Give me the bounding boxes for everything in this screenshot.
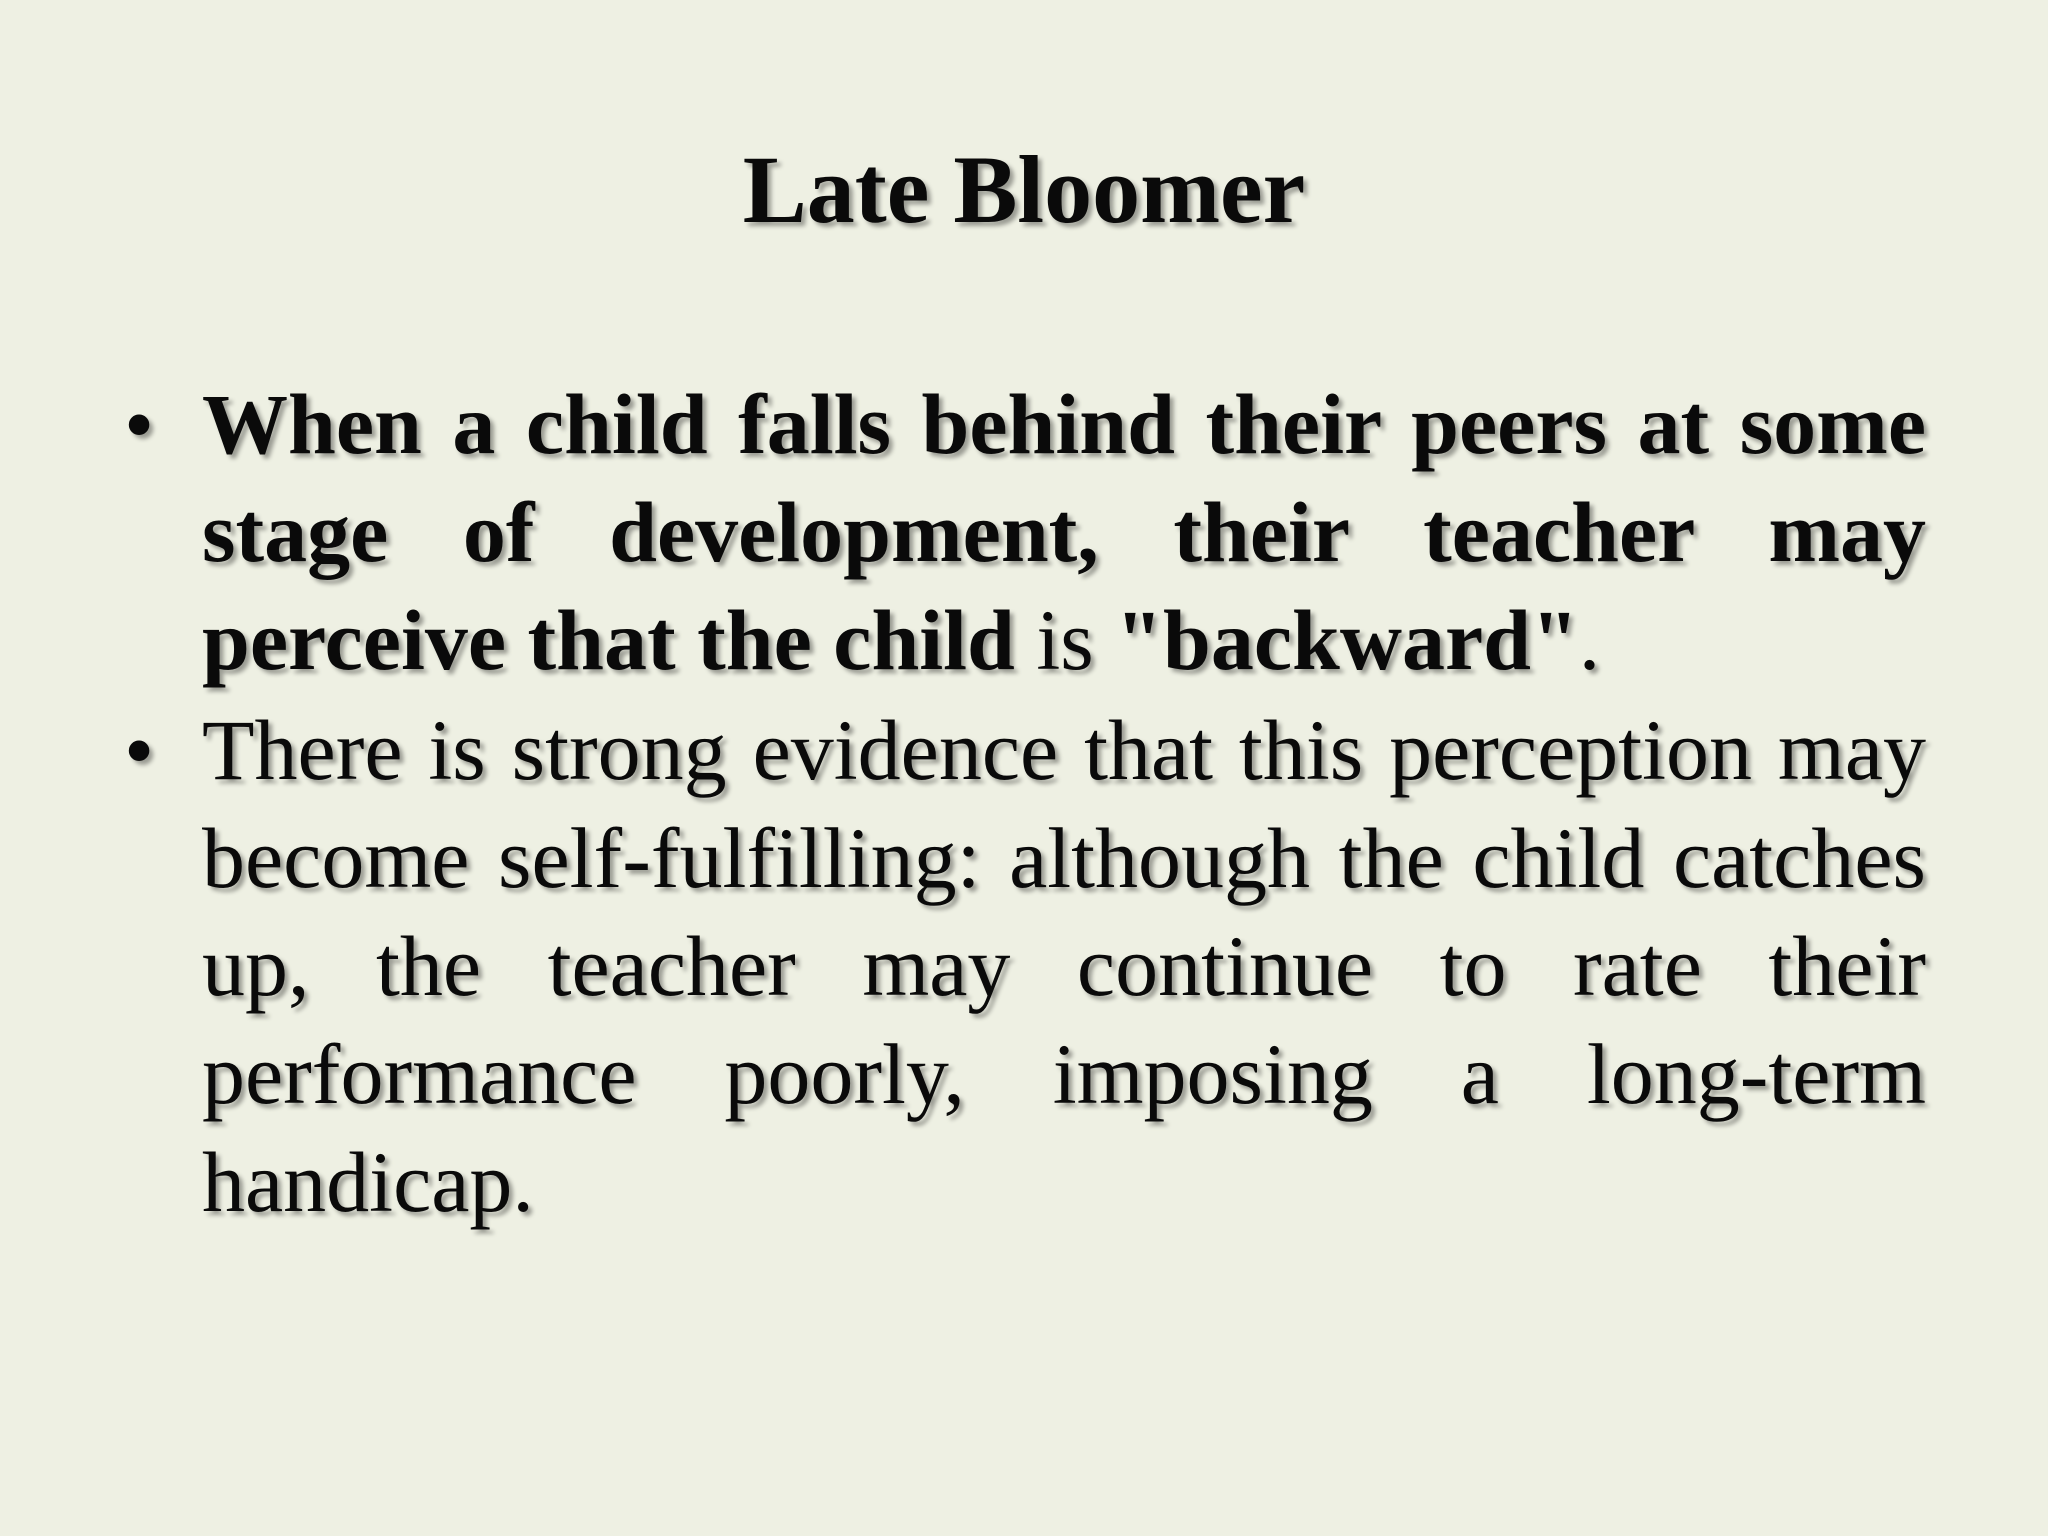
bullet-item — [118, 696, 1926, 1236]
bullet-text-bold: When a child falls behind their peers at some stage of development, their teacher may perceive that the child — [202, 376, 1926, 688]
bullet-text: There is strong evidence that this perception may become self-fulfilling: although the child catches up, the teacher may continue to rate their performance poorly, imposing a long-term handicap. — [202, 702, 1926, 1230]
bullet-marker: • — [124, 376, 155, 472]
bullet-text-bold-quote: "backward" — [1115, 592, 1579, 688]
bullet-marker: • — [124, 702, 155, 798]
bullet-text: is — [1014, 592, 1116, 688]
bullet-list — [118, 370, 1926, 1238]
slide-title: Late Bloomer — [742, 136, 1306, 243]
bullet-text-period: . — [1578, 592, 1601, 688]
bullet-item — [118, 370, 1926, 694]
